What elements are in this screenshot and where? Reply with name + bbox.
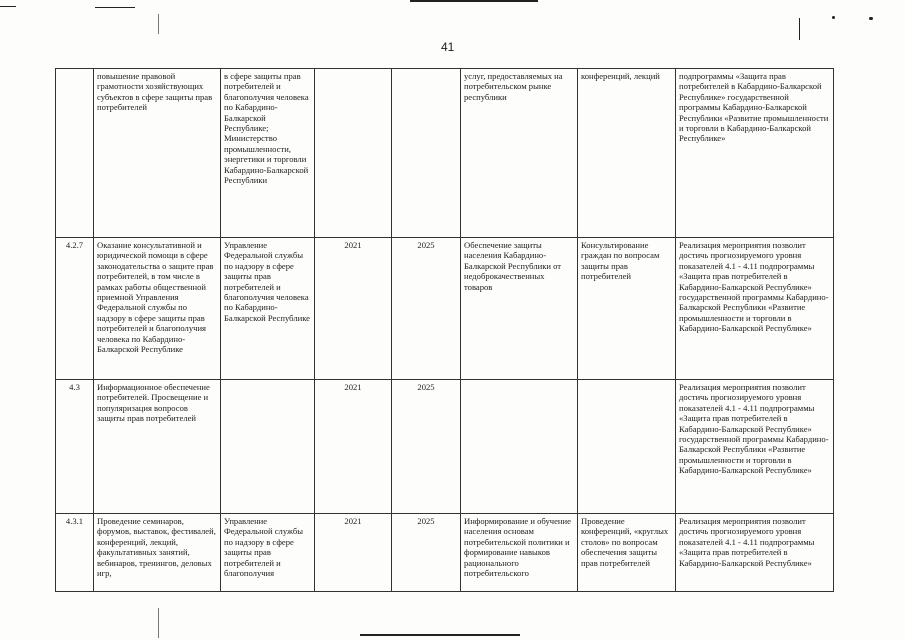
consequence: конференций, лекций bbox=[578, 69, 676, 238]
scan-artifact bbox=[799, 18, 800, 40]
scan-artifact bbox=[832, 16, 835, 19]
consequence: Проведение конференций, «круглых столов» по вопросам обеспечения защиты прав потребителей bbox=[578, 514, 676, 592]
executor: Управление Федеральной службы по надзору в сфере защиты прав потребителей и благополучия человека по Кабардино-Балкарской Республике bbox=[221, 238, 315, 380]
measure-name: Информационное обеспечение потребителей. Просвещение и популяризация вопросов защиты прав потребителей bbox=[94, 380, 221, 514]
end-year bbox=[392, 69, 461, 238]
executor: в сфере защиты прав потребителей и благополучия человека по Кабардино-Балкарской Республике; Министерство промышленности, энергетики и торговли Кабардино-Балкарской Республики bbox=[221, 69, 315, 238]
indicator-link: Реализация мероприятия позволит достичь прогнозируемого уровня показателей 4.1 - 4.11 подпрограммы «Защита прав потребителей в Кабардино-Балкарской Республике» государственной программы Кабардино-Балкарской Республики «Развитие промышленности и торговли в Кабардино-Балкарской Республике» bbox=[676, 238, 834, 380]
end-year: 2025 bbox=[392, 380, 461, 514]
table-row bbox=[56, 238, 834, 380]
page-number: 41 bbox=[441, 40, 455, 54]
table-row bbox=[56, 514, 834, 592]
start-year bbox=[315, 69, 392, 238]
program-table bbox=[55, 68, 834, 592]
measure-name: Проведение семинаров, форумов, выставок, фестивалей, конференций, лекций, факультативных занятий, вебинаров, тренингов, деловых игр, bbox=[94, 514, 221, 592]
scan-artifact bbox=[869, 17, 873, 20]
expected-result: Обеспечение защиты населения Кабардино-Балкарской Республики от недоброкачественных товаров bbox=[461, 238, 578, 380]
row-number: 4.2.7 bbox=[56, 238, 94, 380]
row-number bbox=[56, 69, 94, 238]
end-year: 2025 bbox=[392, 238, 461, 380]
scan-artifact bbox=[158, 14, 159, 34]
table-row bbox=[56, 380, 834, 514]
expected-result: Информирование и обучение населения основам потребительской политики и формирование навыков рационального потребительского bbox=[461, 514, 578, 592]
indicator-link: подпрограммы «Защита прав потребителей в Кабардино-Балкарской Республике» государственной программы Кабардино-Балкарской Республики «Развитие промышленности и торговли в Кабардино-Балкарской Республике» bbox=[676, 69, 834, 238]
start-year: 2021 bbox=[315, 514, 392, 592]
row-number: 4.3 bbox=[56, 380, 94, 514]
scan-artifact bbox=[410, 0, 538, 2]
consequence: Консультирование граждан по вопросам защиты прав потребителей bbox=[578, 238, 676, 380]
table-row bbox=[56, 69, 834, 238]
start-year: 2021 bbox=[315, 380, 392, 514]
row-number: 4.3.1 bbox=[56, 514, 94, 592]
expected-result: услуг, предоставляемых на потребительском рынке республики bbox=[461, 69, 578, 238]
indicator-link: Реализация мероприятия позволит достичь прогнозируемого уровня показателей 4.1 - 4.11 подпрограммы «Защита прав потребителей в Кабардино-Балкарской Республике» bbox=[676, 514, 834, 592]
executor bbox=[221, 380, 315, 514]
end-year: 2025 bbox=[392, 514, 461, 592]
scan-artifact bbox=[95, 7, 135, 8]
scan-artifact bbox=[158, 608, 159, 638]
start-year: 2021 bbox=[315, 238, 392, 380]
measure-name: повышение правовой грамотности хозяйствующих субъектов в сфере защиты прав потребителей bbox=[94, 69, 221, 238]
scan-artifact bbox=[360, 634, 520, 636]
executor: Управление Федеральной службы по надзору в сфере защиты прав потребителей и благополучия bbox=[221, 514, 315, 592]
indicator-link: Реализация мероприятия позволит достичь прогнозируемого уровня показателей 4.1 - 4.11 подпрограммы «Защита прав потребителей в Кабардино-Балкарской Республике» государственной программы Кабардино-Балкарской Республики «Развитие промышленности и торговли в Кабардино-Балкарской Республике» bbox=[676, 380, 834, 514]
measure-name: Оказание консультативной и юридической помощи в сфере законодательства о защите прав потребителей, в том числе в рамках работы общественной приемной Управления Федеральной службы по надзору в сфере защиты прав потребителей и благополучия человека по Кабардино-Балкарской Республике bbox=[94, 238, 221, 380]
scan-artifact bbox=[0, 6, 16, 7]
consequence bbox=[578, 380, 676, 514]
expected-result bbox=[461, 380, 578, 514]
